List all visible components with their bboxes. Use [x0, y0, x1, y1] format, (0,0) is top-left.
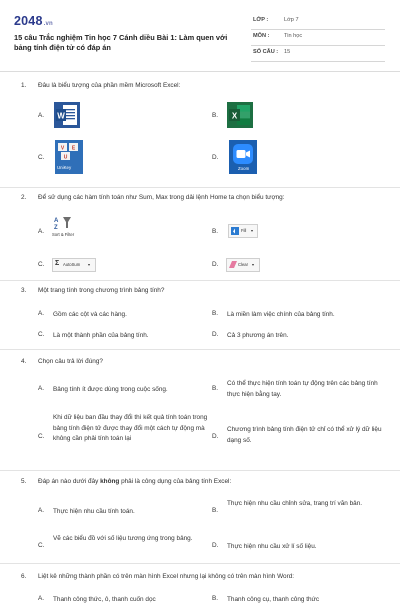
- option-label: A.: [38, 385, 45, 392]
- svg-text:V: V: [60, 145, 65, 152]
- question-prompt: Liệt kê những thành phần có trên màn hình Excel nhưng lại không có trên màn hình Word:: [38, 573, 295, 580]
- sort-filter-icon: [52, 214, 74, 246]
- meta-key: SỐ CÂU :: [253, 49, 279, 55]
- sigma-icon: Σ: [55, 260, 60, 267]
- meta-row-count: [251, 46, 385, 62]
- question-number: 1.: [21, 82, 27, 89]
- question-prompt-part: Đáp án nào dưới đây: [38, 478, 101, 485]
- option-text: Cả 3 phương án trên.: [227, 332, 289, 339]
- option-text: Vẽ các biểu đồ với số liệu tương ứng trong bảng.: [53, 535, 193, 542]
- option-label: B.: [212, 595, 219, 602]
- option-label: A.: [38, 595, 45, 602]
- option-text: Thực hiện nhu cầu tính toán.: [53, 508, 135, 515]
- fill-caption: Fill: [241, 228, 247, 233]
- svg-text:Z: Z: [54, 225, 58, 231]
- option-text: Chương trình bảng tính điện tử chỉ có thể xử lý dữ liệu dạng số.: [227, 426, 382, 444]
- site-logo[interactable]: [14, 14, 53, 28]
- svg-text:W: W: [57, 111, 65, 121]
- zoom-caption: Zoom: [238, 166, 250, 171]
- question-prompt-part: phải là công dụng của bảng tính Excel:: [119, 478, 232, 485]
- question-prompt: Để sử dụng các hàm tính toán như Sum, Max trong dải lệnh Home ta chọn biểu tượng:: [38, 194, 285, 201]
- option-label: C.: [38, 542, 45, 549]
- option-label: D.: [212, 433, 219, 440]
- zoom-icon: [229, 140, 257, 174]
- question-divider: [0, 563, 400, 564]
- header-divider: [0, 71, 400, 72]
- question-number: 2.: [21, 194, 27, 201]
- question-prompt: Chọn câu trả lời đúng?: [38, 358, 103, 365]
- meta-value: Tin học: [284, 33, 303, 39]
- question-divider: [0, 470, 400, 471]
- meta-row-subject: [251, 30, 385, 46]
- option-label: B.: [212, 310, 219, 317]
- meta-key: LỚP :: [253, 17, 269, 23]
- question-number: 6.: [21, 573, 27, 580]
- option-text: Là miền làm việc chính của bảng tính.: [227, 311, 335, 318]
- option-label: A.: [38, 228, 45, 235]
- autosum-caption: AutoSum: [63, 262, 81, 267]
- option-label: A.: [38, 310, 45, 317]
- fill-icon: [228, 224, 258, 238]
- word-icon: [54, 102, 80, 128]
- meta-row-class: [251, 14, 385, 30]
- option-text: Là một thành phần của bảng tính.: [53, 332, 149, 339]
- option-label: D.: [212, 331, 219, 338]
- option-label: A.: [38, 507, 45, 514]
- option-label: C.: [38, 154, 45, 161]
- meta-table: [251, 14, 385, 62]
- option-text: Có thể thực hiện tính toán tự động trên các bảng tính thực hiện bằng tay.: [227, 380, 378, 398]
- option-label: C.: [38, 331, 45, 338]
- option-text: Thanh công cụ, thanh công thức: [227, 596, 320, 603]
- option-label: B.: [212, 112, 219, 119]
- question-number: 3.: [21, 287, 27, 294]
- unikey-caption: UniKey: [57, 165, 72, 170]
- header: [0, 0, 400, 70]
- excel-icon: [227, 102, 253, 128]
- svg-text:X: X: [231, 111, 238, 121]
- option-label: C.: [38, 261, 45, 268]
- sort-filter-caption: Sort & Filter: [52, 232, 75, 237]
- svg-text:U: U: [63, 154, 68, 161]
- option-text: Thực hiện nhu cầu chỉnh sửa, trang trí văn bản.: [227, 500, 363, 507]
- option-text: Gồm các cột và các hàng.: [53, 311, 127, 318]
- option-label: B.: [212, 228, 219, 235]
- question-number: 4.: [21, 358, 27, 365]
- unikey-icon: [55, 140, 83, 174]
- document-title: 15 câu Trắc nghiệm Tin học 7 Cánh diều Bài 1: Làm quen với bảng tính điện tử có đáp án: [14, 33, 228, 52]
- question-prompt: [38, 478, 231, 485]
- question-prompt: Đâu là biểu tượng của phần mềm Microsoft Excel:: [38, 82, 181, 89]
- option-label: B.: [212, 507, 219, 514]
- meta-value: 15: [284, 49, 291, 55]
- dropdown-arrow-icon: ▾: [88, 262, 91, 267]
- option-label: D.: [212, 261, 219, 268]
- dropdown-arrow-icon: ▾: [252, 262, 255, 267]
- option-text: Thanh công thức, ô, thanh cuốn dọc: [53, 596, 156, 603]
- dropdown-arrow-icon: ▾: [251, 228, 254, 233]
- svg-text:A: A: [54, 218, 59, 224]
- meta-key: MÔN :: [253, 33, 270, 39]
- svg-text:E: E: [71, 145, 76, 152]
- option-text: Bảng tính ít được dùng trong cuộc sống.: [53, 386, 168, 393]
- option-text: Khi dữ liệu ban đầu thay đổi thì kết quả tính toán trong bảng tính điện tử được thay đổi một cách tự động mà không cần phải tính toán lại: [53, 414, 208, 442]
- option-text: Thực hiện nhu cầu xử lí số liệu.: [227, 543, 317, 550]
- question-prompt-emphasis: không: [100, 478, 120, 485]
- clear-caption: Clear: [238, 262, 249, 267]
- option-label: A.: [38, 112, 45, 119]
- logo-tld: .vn: [43, 21, 53, 27]
- meta-value: Lớp 7: [284, 17, 299, 23]
- option-label: B.: [212, 385, 219, 392]
- question-prompt: Một trang tính trong chương trình bảng tính?: [38, 287, 165, 294]
- clear-icon: [226, 258, 260, 272]
- logo-number: 2048: [14, 14, 43, 28]
- question-number: 5.: [21, 478, 27, 485]
- autosum-icon: [52, 258, 96, 272]
- question-divider: [0, 187, 400, 188]
- question-divider: [0, 349, 400, 350]
- question-divider: [0, 280, 400, 281]
- option-label: D.: [212, 154, 219, 161]
- option-label: C.: [38, 433, 45, 440]
- option-label: D.: [212, 542, 219, 549]
